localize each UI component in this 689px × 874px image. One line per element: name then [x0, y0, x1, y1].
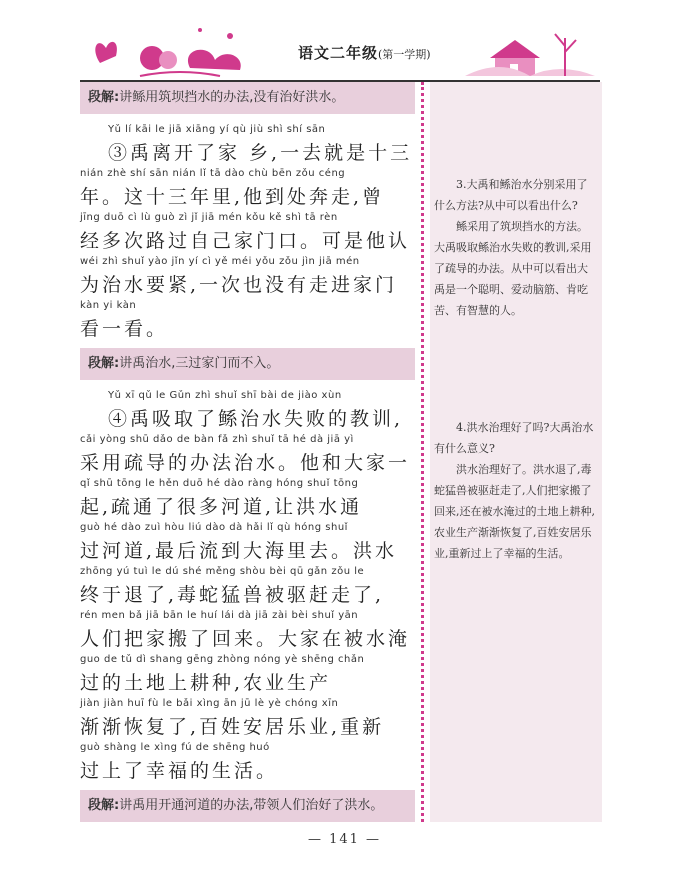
- page-number: — 141 —: [307, 832, 382, 847]
- text-line: qǐ shū tōng le hěn duō hé dào ràng hóng shuǐ tōng 起,疏通了很多河道,让洪水通: [80, 478, 363, 518]
- text-line: jīng duō cì lù guò zì jǐ jiā mén kǒu kě shì tā rèn 经多次路过自己家门口。可是他认: [80, 212, 411, 252]
- question-4: 4.洪水治理好了吗?大禹治水有什么意义?: [434, 421, 594, 455]
- decorative-house-illustration: [460, 18, 600, 80]
- main-text-column: [80, 82, 415, 822]
- segment-note-2: 段解:讲禹治水,三过家门而不入。: [80, 348, 415, 380]
- answer-4: 洪水治理好了。洪水退了,毒蛇猛兽被驱赶走了,人们把家搬了回来,还在被水淹过的土地上耕种,农业生产渐渐恢复了,百姓安居乐业,重新过上了幸福的生活。: [434, 463, 595, 560]
- question-3-block: [430, 174, 602, 321]
- question-3: 3.大禹和鲧治水分别采用了什么方法?从中可以看出什么?: [434, 178, 588, 212]
- text-line: cǎi yòng shū dǎo de bàn fǎ zhì shuǐ tā hé dà jiā yì 采用疏导的办法治水。他和大家一: [80, 434, 411, 474]
- text-line: guo de tǔ dì shang gēng zhòng nóng yè shēng chǎn 过的土地上耕种,农业生产: [80, 654, 365, 694]
- text-line: wéi zhì shuǐ yào jǐn yí cì yě méi yǒu zǒu jìn jiā mén 为治水要紧,一次也没有走进家门: [80, 256, 398, 296]
- segment-note-1: 段解:讲鲧用筑坝挡水的办法,没有治好洪水。: [80, 82, 415, 114]
- text-line: nián zhè shí sān nián lǐ tā dào chù bēn zǒu céng 年。这十三年里,他到处奔走,曾: [80, 168, 385, 208]
- text-line: rén men bǎ jiā bān le huí lái dà jiā zài bèi shuǐ yān 人们把家搬了回来。大家在被水淹: [80, 610, 411, 650]
- text-line: guò hé dào zuì hòu liú dào dà hǎi lǐ qù hóng shuǐ 过河道,最后流到大海里去。洪水: [80, 522, 398, 562]
- text-line: zhōng yú tuì le dú shé měng shòu bèi qū gǎn zǒu le 终于退了,毒蛇猛兽被驱赶走了,: [80, 566, 385, 606]
- text-line: jiàn jiàn huī fù le bǎi xìng ān jū lè yè chóng xīn 渐渐恢复了,百姓安居乐业,重新: [80, 698, 385, 738]
- question-4-block: [430, 417, 602, 564]
- side-notes-column: [430, 82, 602, 822]
- text-line: Yǔ xī qǔ le Gǔn zhì shuǐ shī bài de jiào xùn ④禹吸取了鲧治水失败的教训,: [108, 390, 404, 430]
- segment-note-3: 段解:讲禹用开通河道的办法,带领人们治好了洪水。: [80, 790, 415, 822]
- paragraph-4: [80, 390, 415, 786]
- page-header: [80, 18, 600, 80]
- text-line: guò shàng le xìng fú de shēng huó 过上了幸福的生活。: [80, 742, 279, 782]
- answer-3: 鲧采用了筑坝挡水的方法。大禹吸取鲧治水失败的教训,采用了疏导的办法。从中可以看出大禹是一个聪明、爱动脑筋、肯吃苦、有智慧的人。: [434, 220, 592, 317]
- column-divider: [421, 82, 424, 822]
- text-line: kàn yi kàn 看一看。: [80, 300, 169, 340]
- text-line: Yǔ lí kāi le jiā xiāng yí qù jiù shì shí sān ③禹离开了家 乡,一去就是十三: [108, 124, 413, 164]
- page-title: 语文二年级(第一学期): [298, 44, 431, 62]
- decorative-illustration-left: [80, 18, 270, 80]
- paragraph-3: [80, 124, 415, 344]
